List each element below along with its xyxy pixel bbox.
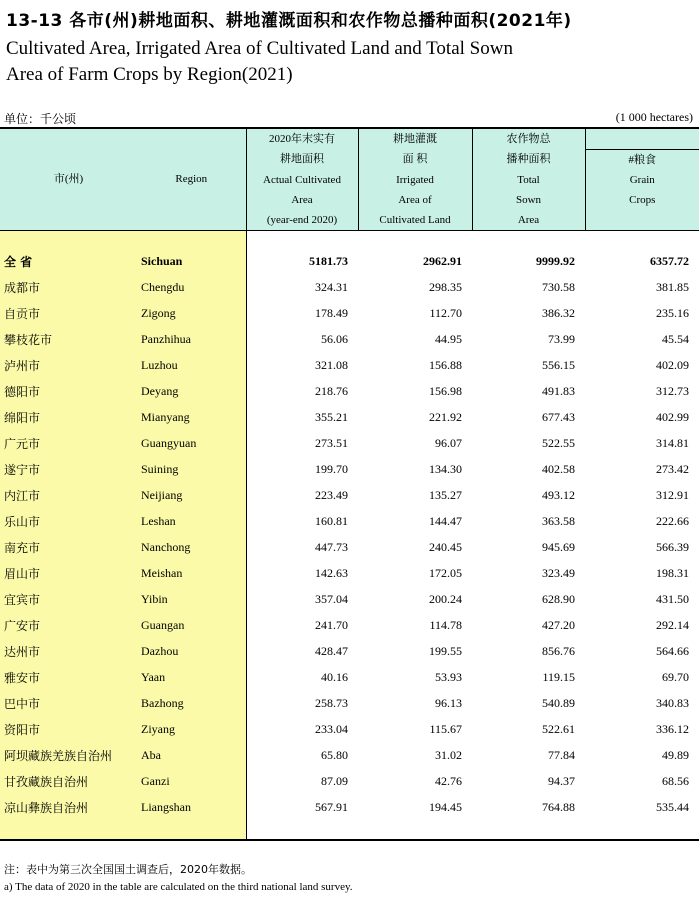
table-row — [0, 431, 699, 457]
grain-crops-cell: 222.66 — [656, 514, 689, 528]
cultivated-area-cell: 273.51 — [315, 436, 348, 450]
irrigated-area-cell: 2962.91 — [423, 254, 462, 268]
region-en-cell: Yaan — [137, 665, 246, 691]
region-en-cell: Yibin — [137, 587, 246, 613]
cultivated-area-cell: 233.04 — [315, 722, 348, 736]
sown-area-cell: 386.32 — [542, 306, 575, 320]
spacer-cell — [137, 230, 246, 249]
region-en-cell: Mianyang — [137, 405, 246, 431]
region-en-cell: Meishan — [137, 561, 246, 587]
footnote-en: a) The data of 2020 in the table are calculated on the third national land survey. — [4, 881, 353, 893]
grain-crops-cell: 402.09 — [656, 358, 689, 372]
grain-crops-cell: 198.31 — [656, 566, 689, 580]
cultivated-area-cell: 142.63 — [315, 566, 348, 580]
cultivated-area-cell: 324.31 — [315, 280, 348, 294]
region-en-cell: Dazhou — [137, 639, 246, 665]
cultivated-area-cell: 178.49 — [315, 306, 348, 320]
grain-crops-cell: 68.56 — [662, 774, 689, 788]
grain-crops-cell: 45.54 — [662, 332, 689, 346]
header-col2-line4: Area of — [358, 190, 472, 210]
spacer-cell — [472, 230, 585, 249]
region-en-cell: Sichuan — [137, 249, 246, 275]
table-row — [0, 587, 699, 613]
unit-label-en: (1 000 hectares) — [615, 110, 693, 124]
cultivated-area-cell: 40.16 — [321, 670, 348, 684]
table-row — [0, 483, 699, 509]
sown-area-cell: 363.58 — [542, 514, 575, 528]
region-en-cell: Deyang — [137, 379, 246, 405]
header-col1-line5: (year-end 2020) — [246, 210, 358, 231]
region-cn-cell: 广元市 — [0, 431, 137, 457]
page-title-cn: 13-13 各市(州)耕地面积、耕地灌溉面积和农作物总播种面积(2021年) — [6, 11, 572, 31]
region-cn-cell: 成都市 — [0, 275, 137, 301]
spacer-cell — [358, 821, 472, 840]
region-cn-cell: 眉山市 — [0, 561, 137, 587]
grain-crops-cell: 564.66 — [656, 644, 689, 658]
irrigated-area-cell: 31.02 — [435, 748, 462, 762]
table-row — [0, 353, 699, 379]
grain-crops-cell: 431.50 — [656, 592, 689, 606]
irrigated-area-cell: 42.76 — [435, 774, 462, 788]
header-col2-line1: 耕地灌溉 — [358, 128, 472, 149]
irrigated-area-cell: 144.47 — [429, 514, 462, 528]
spacer-cell — [246, 230, 358, 249]
region-en-cell: Guangan — [137, 613, 246, 639]
sown-area-cell: 856.76 — [542, 644, 575, 658]
region-cn-cell: 南充市 — [0, 535, 137, 561]
header-col4-line1: #粮食 — [585, 149, 699, 170]
table-row — [0, 665, 699, 691]
cultivated-area-cell: 56.06 — [321, 332, 348, 346]
irrigated-area-cell: 194.45 — [429, 800, 462, 814]
sown-area-cell: 764.88 — [542, 800, 575, 814]
table-row — [0, 405, 699, 431]
table-row — [0, 379, 699, 405]
header-col2-line2: 面 积 — [358, 149, 472, 170]
cultivated-area-cell: 357.04 — [315, 592, 348, 606]
cultivated-area-cell: 428.47 — [315, 644, 348, 658]
irrigated-area-cell: 156.88 — [429, 358, 462, 372]
sown-area-cell: 493.12 — [542, 488, 575, 502]
spacer-cell — [137, 821, 246, 840]
irrigated-area-cell: 112.70 — [429, 306, 462, 320]
header-col1-line1: 2020年末实有 — [246, 128, 358, 149]
region-cn-cell: 雅安市 — [0, 665, 137, 691]
table-row — [0, 509, 699, 535]
irrigated-area-cell: 199.55 — [429, 644, 462, 658]
cultivated-area-cell: 355.21 — [315, 410, 348, 424]
grain-crops-cell: 340.83 — [656, 696, 689, 710]
page-title-en-line2: Area of Farm Crops by Region(2021) — [6, 64, 293, 85]
region-cn-cell: 绵阳市 — [0, 405, 137, 431]
sown-area-cell: 556.15 — [542, 358, 575, 372]
cultivated-area-cell: 87.09 — [321, 774, 348, 788]
irrigated-area-cell: 53.93 — [435, 670, 462, 684]
table-row — [0, 561, 699, 587]
region-en-cell: Ziyang — [137, 717, 246, 743]
spacer-cell — [585, 230, 699, 249]
header-region-en: Region — [137, 128, 246, 230]
irrigated-area-cell: 172.05 — [429, 566, 462, 580]
cultivated-area-cell: 241.70 — [315, 618, 348, 632]
region-cn-cell: 资阳市 — [0, 717, 137, 743]
sown-area-cell: 677.43 — [542, 410, 575, 424]
sown-area-cell: 522.61 — [542, 722, 575, 736]
table-row — [0, 743, 699, 769]
sown-area-cell: 119.15 — [542, 670, 575, 684]
grain-crops-cell: 566.39 — [656, 540, 689, 554]
cultivated-area-cell: 258.73 — [315, 696, 348, 710]
region-cn-cell: 泸州市 — [0, 353, 137, 379]
header-col3-line4: Sown — [472, 190, 585, 210]
region-en-cell: Suining — [137, 457, 246, 483]
spacer-cell — [0, 230, 137, 249]
region-en-cell: Neijiang — [137, 483, 246, 509]
region-cn-cell: 宜宾市 — [0, 587, 137, 613]
table-row — [0, 613, 699, 639]
unit-label-cn: 单位：千公顷 — [4, 112, 77, 126]
irrigated-area-cell: 221.92 — [429, 410, 462, 424]
table-row — [0, 327, 699, 353]
cultivated-area-cell: 223.49 — [315, 488, 348, 502]
grain-crops-cell: 381.85 — [656, 280, 689, 294]
spacer-cell — [472, 821, 585, 840]
region-en-cell: Chengdu — [137, 275, 246, 301]
table-row — [0, 795, 699, 821]
table-row — [0, 717, 699, 743]
sown-area-cell: 323.49 — [542, 566, 575, 580]
cultivated-area-cell: 160.81 — [315, 514, 348, 528]
irrigated-area-cell: 96.13 — [435, 696, 462, 710]
grain-crops-cell: 49.89 — [662, 748, 689, 762]
sown-area-cell: 73.99 — [548, 332, 575, 346]
region-en-cell: Nanchong — [137, 535, 246, 561]
sown-area-cell: 945.69 — [542, 540, 575, 554]
region-cn-cell: 广安市 — [0, 613, 137, 639]
cultivated-area-cell: 65.80 — [321, 748, 348, 762]
sown-area-cell: 94.37 — [548, 774, 575, 788]
table-row — [0, 301, 699, 327]
sown-area-cell: 491.83 — [542, 384, 575, 398]
region-en-cell: Luzhou — [137, 353, 246, 379]
page-title-en-line1: Cultivated Area, Irrigated Area of Cultivated Land and Total Sown — [6, 38, 513, 59]
table-spacer-row — [0, 821, 699, 840]
header-col1-line4: Area — [246, 190, 358, 210]
table-row — [0, 691, 699, 717]
grain-crops-cell: 292.14 — [656, 618, 689, 632]
cultivated-area-cell: 218.76 — [315, 384, 348, 398]
region-cn-cell: 乐山市 — [0, 509, 137, 535]
header-col1-line3: Actual Cultivated — [246, 170, 358, 190]
cultivated-area-cell: 321.08 — [315, 358, 348, 372]
cultivated-area-cell: 447.73 — [315, 540, 348, 554]
region-en-cell: Ganzi — [137, 769, 246, 795]
footnote-cn: 注：表中为第三次全国国土调查后，2020年数据。 — [4, 863, 252, 876]
data-table-container — [0, 127, 699, 837]
irrigated-area-cell: 134.30 — [429, 462, 462, 476]
irrigated-area-cell: 114.78 — [429, 618, 462, 632]
irrigated-area-cell: 200.24 — [429, 592, 462, 606]
header-col3-line2: 播种面积 — [472, 149, 585, 170]
header-col4-line2: Grain — [585, 170, 699, 190]
irrigated-area-cell: 96.07 — [435, 436, 462, 450]
irrigated-area-cell: 115.67 — [429, 722, 462, 736]
grain-crops-cell: 312.73 — [656, 384, 689, 398]
data-table — [0, 127, 699, 841]
sown-area-cell: 427.20 — [542, 618, 575, 632]
region-en-cell: Aba — [137, 743, 246, 769]
header-col2-line3: Irrigated — [358, 170, 472, 190]
sown-area-cell: 628.90 — [542, 592, 575, 606]
region-cn-cell: 巴中市 — [0, 691, 137, 717]
region-cn-cell: 凉山彝族自治州 — [0, 795, 137, 821]
region-cn-cell: 全 省 — [0, 249, 137, 275]
cultivated-area-cell: 5181.73 — [309, 254, 348, 268]
region-cn-cell: 达州市 — [0, 639, 137, 665]
page-title-en — [6, 36, 646, 88]
header-col4-blank — [585, 128, 699, 149]
spacer-cell — [246, 821, 358, 840]
irrigated-area-cell: 240.45 — [429, 540, 462, 554]
cultivated-area-cell: 567.91 — [315, 800, 348, 814]
header-col3-line3: Total — [472, 170, 585, 190]
region-cn-cell: 阿坝藏族羌族自治州 — [0, 743, 137, 769]
region-cn-cell: 自贡市 — [0, 301, 137, 327]
sown-area-cell: 77.84 — [548, 748, 575, 762]
table-row — [0, 769, 699, 795]
grain-crops-cell: 312.91 — [656, 488, 689, 502]
header-region-cn: 市(州) — [0, 128, 137, 230]
header-col1-line2: 耕地面积 — [246, 149, 358, 170]
table-row-total — [0, 249, 699, 275]
grain-crops-cell: 535.44 — [656, 800, 689, 814]
region-en-cell: Liangshan — [137, 795, 246, 821]
table-row — [0, 535, 699, 561]
header-col4-blank-bottom — [585, 210, 699, 231]
sown-area-cell: 540.89 — [542, 696, 575, 710]
spacer-cell — [585, 821, 699, 840]
table-row — [0, 639, 699, 665]
irrigated-area-cell: 156.98 — [429, 384, 462, 398]
irrigated-area-cell: 135.27 — [429, 488, 462, 502]
sown-area-cell: 9999.92 — [536, 254, 575, 268]
header-col2-line5: Cultivated Land — [358, 210, 472, 231]
region-cn-cell: 攀枝花市 — [0, 327, 137, 353]
region-cn-cell: 甘孜藏族自治州 — [0, 769, 137, 795]
table-row — [0, 275, 699, 301]
irrigated-area-cell: 44.95 — [435, 332, 462, 346]
header-col3-line1: 农作物总 — [472, 128, 585, 149]
spacer-cell — [0, 821, 137, 840]
region-en-cell: Panzhihua — [137, 327, 246, 353]
cultivated-area-cell: 199.70 — [315, 462, 348, 476]
region-cn-cell: 德阳市 — [0, 379, 137, 405]
grain-crops-cell: 273.42 — [656, 462, 689, 476]
header-col4-line3: Crops — [585, 190, 699, 210]
spacer-cell — [358, 230, 472, 249]
region-en-cell: Bazhong — [137, 691, 246, 717]
grain-crops-cell: 336.12 — [656, 722, 689, 736]
region-en-cell: Leshan — [137, 509, 246, 535]
sown-area-cell: 402.58 — [542, 462, 575, 476]
grain-crops-cell: 402.99 — [656, 410, 689, 424]
grain-crops-cell: 6357.72 — [650, 254, 689, 268]
region-cn-cell: 内江市 — [0, 483, 137, 509]
grain-crops-cell: 69.70 — [662, 670, 689, 684]
region-en-cell: Zigong — [137, 301, 246, 327]
sown-area-cell: 522.55 — [542, 436, 575, 450]
irrigated-area-cell: 298.35 — [429, 280, 462, 294]
header-col3-line5: Area — [472, 210, 585, 231]
table-body — [0, 230, 699, 840]
region-cn-cell: 遂宁市 — [0, 457, 137, 483]
table-row — [0, 457, 699, 483]
sown-area-cell: 730.58 — [542, 280, 575, 294]
grain-crops-cell: 235.16 — [656, 306, 689, 320]
table-spacer-row — [0, 230, 699, 249]
region-en-cell: Guangyuan — [137, 431, 246, 457]
grain-crops-cell: 314.81 — [656, 436, 689, 450]
